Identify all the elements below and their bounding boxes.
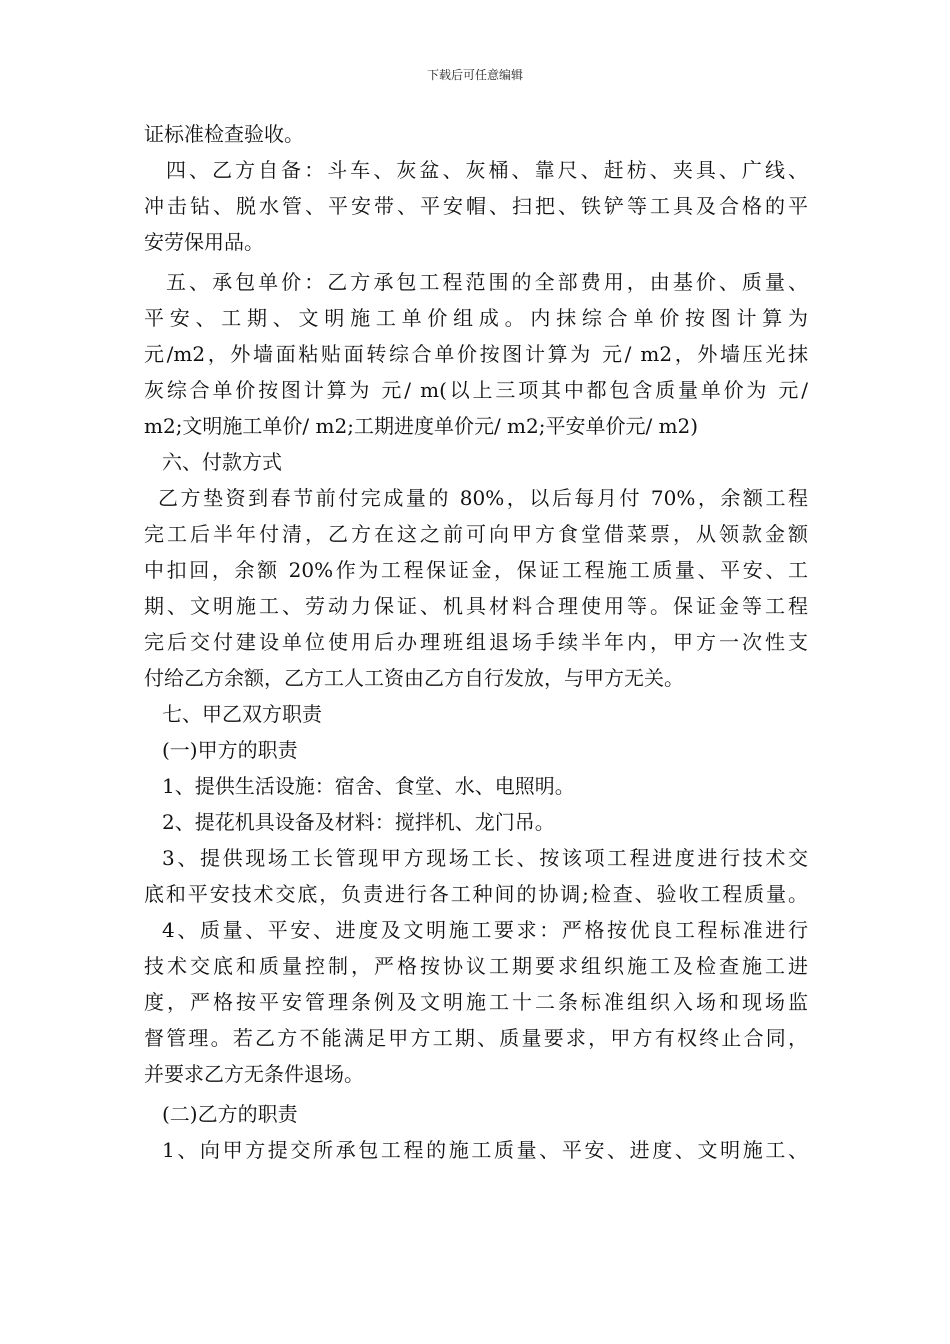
text-line: 安劳保用品。 bbox=[144, 230, 264, 254]
text-line: 技术交底和质量控制，严格按协议工期要求组织施工及检查施工进 bbox=[144, 954, 808, 978]
text-line: 度，严格按平安管理条例及文明施工十二条标准组织入场和现场监 bbox=[144, 990, 808, 1014]
text-line: 中扣回，余额 20%作为工程保证金，保证工程施工质量、平安、工 bbox=[144, 558, 808, 582]
text-line: 底和平安技术交底，负责进行各工种间的协调;检查、验收工程质量。 bbox=[144, 882, 808, 906]
text-line: 完后交付建设单位使用后办理班组退场手续半年内，甲方一次性支 bbox=[144, 630, 808, 654]
text-line: m2;文明施工单价/ m2;工期进度单价元/ m2;平安单价元/ m2) bbox=[144, 414, 699, 438]
text-line: 并要求乙方无条件退场。 bbox=[144, 1062, 364, 1086]
text-line: 五、承包单价：乙方承包工程范围的全部费用，由基价、质量、 bbox=[166, 270, 808, 294]
text-line: 付给乙方余额，乙方工人工资由乙方自行发放，与甲方无关。 bbox=[144, 666, 684, 690]
text-line: 四、乙方自备：斗车、灰盆、灰桶、靠尺、赶枋、夹具、广线、 bbox=[166, 158, 808, 182]
text-line: 完工后半年付清，乙方在这之前可向甲方食堂借菜票，从领款金额 bbox=[144, 522, 808, 546]
text-line: 1、提供生活设施：宿舍、食堂、水、电照明。 bbox=[162, 774, 575, 798]
text-line: (二)乙方的职责 bbox=[162, 1102, 298, 1126]
text-line: 元/m2，外墙面粘贴面转综合单价按图计算为 元/ m2，外墙压光抹 bbox=[144, 342, 808, 366]
text-line: (一)甲方的职责 bbox=[162, 738, 298, 762]
page-header: 下载后可任意编辑 bbox=[426, 68, 523, 82]
text-line: 六、付款方式 bbox=[162, 450, 282, 474]
text-line: 证标准检查验收。 bbox=[144, 122, 304, 146]
text-line: 2、提花机具设备及材料：搅拌机、龙门吊。 bbox=[162, 810, 555, 834]
text-line: 期、文明施工、劳动力保证、机具材料合理使用等。保证金等工程 bbox=[144, 594, 808, 618]
document-body bbox=[144, 116, 808, 1168]
text-line: 乙方垫资到春节前付完成量的 80%，以后每月付 70%，余额工程 bbox=[158, 486, 808, 510]
text-line: 平安、工期、文明施工单价组成。内抹综合单价按图计算为 bbox=[144, 306, 808, 330]
text-line: 灰综合单价按图计算为 元/ m(以上三项其中都包含质量单价为 元/ bbox=[144, 378, 808, 402]
text-line: 督管理。若乙方不能满足甲方工期、质量要求，甲方有权终止合同， bbox=[144, 1026, 808, 1050]
text-line: 1、向甲方提交所承包工程的施工质量、平安、进度、文明施工、 bbox=[162, 1138, 808, 1162]
text-line: 冲击钻、脱水管、平安带、平安帽、扫把、铁铲等工具及合格的平 bbox=[144, 194, 808, 218]
text-line: 4、质量、平安、进度及文明施工要求：严格按优良工程标准进行 bbox=[162, 918, 808, 942]
text-line: 七、甲乙双方职责 bbox=[162, 702, 322, 726]
text-line: 3、提供现场工长管现甲方现场工长、按该项工程进度进行技术交 bbox=[162, 846, 808, 870]
